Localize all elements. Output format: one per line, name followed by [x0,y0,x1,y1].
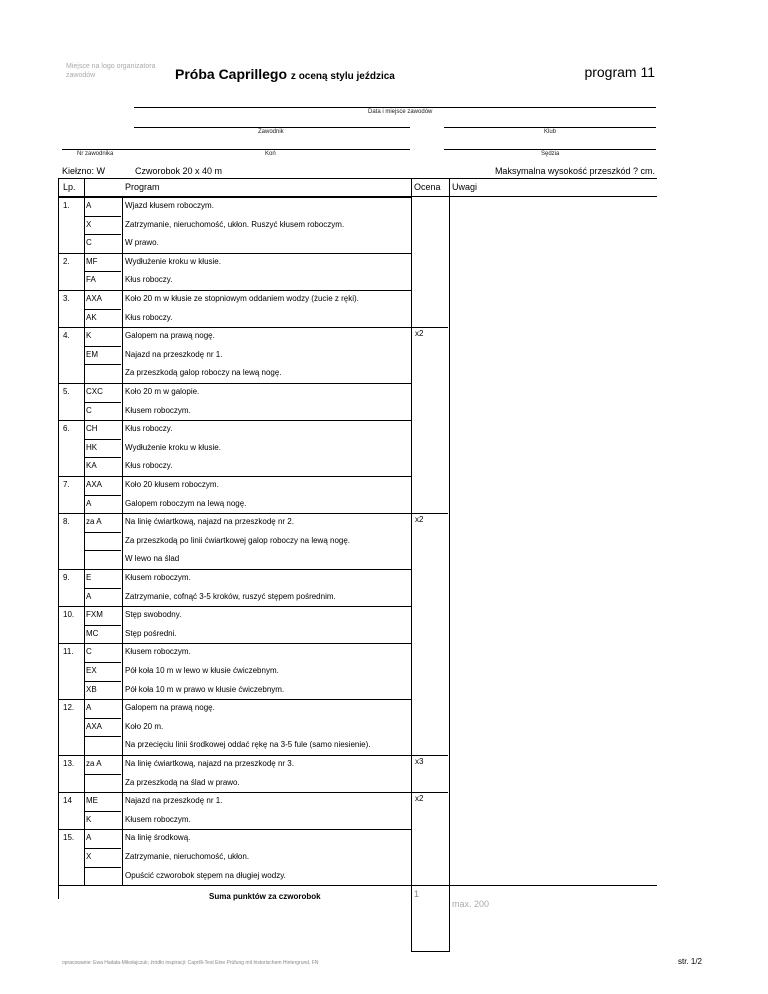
row-code: A [86,833,92,843]
rider-no-caption: Nr zawodnika [77,151,114,157]
group-divider [59,476,411,477]
row-lp: 13. [63,759,75,768]
group-divider [59,606,411,607]
cell-divider [84,513,85,532]
row-text: Stęp swobodny. [125,610,182,620]
row-text: Galopem na prawą nogę. [125,331,215,341]
page-title [175,66,395,82]
cell-divider [122,420,123,439]
cell-divider [122,718,123,737]
cell-divider [84,457,85,476]
cell-divider [84,811,85,830]
ocena-divider [412,755,448,756]
row-code: CH [86,424,98,434]
cell-divider [122,550,123,569]
row-code: X [86,852,92,861]
row-code: A [86,498,92,508]
cell-divider [122,736,123,755]
row-text: Za przeszkodą po linii ćwiartkowej galop roboczy na lewą nogę. [125,535,351,545]
row-text: Na linię ćwiartkową, najazd na przeszkodę nr 2. [125,517,294,527]
row-coef: x2 [415,329,424,339]
row-text: Na przecięciu linii środkowej oddać rękę na 3-5 fule (samo niesienie). [125,740,371,750]
row-divider [85,495,121,496]
cell-divider [84,439,85,458]
cell-divider [84,829,85,848]
row-lp: 6. [63,424,70,434]
cell-divider [122,309,123,328]
group-divider [59,513,411,514]
bit-info: Kiełzno: W [62,166,106,176]
cell-divider [84,681,85,700]
cell-divider [84,327,85,346]
rider-caption: Zawodnik [258,129,284,135]
cell-divider [122,569,123,588]
row-coef: x2 [415,794,424,804]
max-height-info: Maksymalna wysokość przeszkód ? cm. [494,166,655,176]
cell-divider [122,588,123,607]
group-divider [59,643,411,644]
row-code: A [86,201,92,210]
row-divider [85,811,121,812]
row-text: Na linię ćwiartkową, najazd na przeszkodę nr 3. [125,759,294,768]
row-text: Zatrzymanie, cofnąć 3-5 kroków, ruszyć stępem pośrednim. [125,591,336,601]
row-lp: 15. [63,833,75,843]
row-code: AK [86,312,97,322]
row-text: Wydłużenie kroku w kłusie. [125,256,221,266]
row-lp: 3. [63,294,70,303]
row-divider [85,402,121,403]
group-divider [59,755,411,756]
row-code: MC [86,628,99,638]
row-text: Koło 20 kłusem roboczym. [125,480,219,489]
row-lp: 8. [63,517,70,527]
cell-divider [122,811,123,830]
group-divider [59,253,411,254]
sum-value[interactable]: 1 [414,889,420,899]
row-lp: 12. [63,703,75,713]
row-text: Pół koła 10 m w lewo w kłusie ćwiczebnym. [125,666,279,675]
cell-divider [122,216,123,235]
row-code: za A [86,759,102,768]
row-divider [85,439,121,440]
group-divider [59,290,411,291]
row-text: Opuścić czworobok stępem na długiej wodzy. [125,870,286,880]
row-lp: 10. [63,610,75,620]
cell-divider [84,383,85,402]
cell-divider [84,346,85,365]
row-divider [85,364,121,365]
row-code: C [86,647,92,657]
cell-divider [122,829,123,848]
row-lp: 2. [63,256,70,266]
row-code: A [86,591,92,601]
row-text: Koło 20 m. [125,721,164,731]
cell-divider [122,792,123,811]
cell-divider [122,253,123,272]
ocena-column[interactable] [411,179,450,952]
cell-divider [84,197,85,216]
row-code: X [86,219,92,229]
row-divider [85,588,121,589]
judge-caption: Sędzia [541,151,560,157]
cell-divider [122,662,123,681]
row-text: Kłus roboczy. [125,461,173,471]
cell-divider [122,699,123,718]
rider-line[interactable] [134,127,410,128]
row-code: AXA [86,294,103,303]
cell-divider [122,681,123,700]
cell-divider [84,792,85,811]
row-divider [85,550,121,551]
row-text: Najazd na przeszkodę nr 1. [125,349,223,359]
cell-divider [84,495,85,514]
cell-divider [84,699,85,718]
sum-max: max. 200 [452,899,490,909]
row-divider [85,234,121,235]
cell-divider [122,402,123,421]
row-code: C [86,238,92,248]
cell-divider [84,420,85,439]
row-divider [85,718,121,719]
cell-divider [84,569,85,588]
row-divider [85,457,121,458]
cell-divider [122,346,123,365]
group-divider [59,327,411,328]
cell-divider [122,495,123,514]
cell-divider [84,271,85,290]
row-code: ME [86,796,98,806]
arena-info: Czworobok 20 x 40 m [135,166,223,176]
cell-divider [122,532,123,551]
row-divider [85,532,121,533]
group-divider [59,420,411,421]
ocena-divider [412,327,448,328]
col-ocena: Ocena [414,182,441,192]
row-coef: x3 [415,757,424,766]
cell-divider [122,625,123,644]
cell-divider [84,290,85,309]
cell-divider [122,197,123,216]
date-place-caption: Data i miejsce zawodów [368,109,433,115]
row-lp: 4. [63,331,70,341]
title-subtitle: z oceną stylu jeździca [290,71,395,82]
row-code: CXC [86,387,103,396]
row-text: Za przeszkodą na ślad w prawo. [125,777,240,787]
row-divider [85,271,121,272]
cell-divider [122,234,123,253]
row-code: FA [86,275,96,285]
horse-line[interactable] [134,149,410,150]
row-code: C [86,405,92,415]
row-divider [85,625,121,626]
row-lp: 7. [63,480,70,489]
table-bottom [59,885,657,886]
cell-divider [84,476,85,495]
cell-divider [122,476,123,495]
cell-divider [84,625,85,644]
row-code: FXM [86,610,103,620]
cell-divider [84,736,85,755]
row-text: Kłus roboczy. [125,275,173,285]
group-divider [59,383,411,384]
cell-divider [84,532,85,551]
cell-divider [84,662,85,681]
row-lp: 5. [63,387,70,396]
cell-divider [122,774,123,793]
row-code: HK [86,442,98,452]
cell-divider [122,290,123,309]
row-text: Za przeszkodą galop roboczy na lewą nogę. [125,368,282,378]
row-text: W lewo na ślad [125,554,180,564]
title-main: Próba Caprillego [175,66,288,82]
cell-divider [122,327,123,346]
cell-divider [84,643,85,662]
row-divider [85,848,121,849]
row-code: K [86,331,92,341]
col-uwagi: Uwagi [452,182,478,192]
row-code: AXA [86,721,103,731]
cell-divider [84,216,85,235]
row-text: W prawo. [125,238,159,248]
row-code: AXA [86,480,103,489]
col-program: Program [125,182,160,192]
row-text: Galopem na prawą nogę. [125,703,215,713]
cell-divider [122,271,123,290]
row-text: Kłusem roboczym. [125,405,191,415]
cell-divider [84,234,85,253]
row-text: Galopem roboczym na lewą nogę. [125,498,247,508]
cell-divider [84,606,85,625]
row-text: Koło 20 m w kłusie ze stopniowym oddaniem wodzy (żucie z ręki). [125,294,359,303]
row-divider [85,774,121,775]
cell-divider [84,364,85,383]
row-code: K [86,814,92,824]
cell-divider [122,457,123,476]
row-lp: 1. [63,201,70,210]
page-number: str. 1/2 [677,957,702,966]
cell-divider [122,364,123,383]
rider-no-line[interactable] [62,149,134,150]
footer-credit: opracowanie: Ewa Hadała-Mikołajczuk; źródło inspiracji: Caprilli-Test Eine Prüfung mit historischem Hintergrund, FN [62,960,319,966]
program-label: program 11 [584,64,655,80]
row-divider [85,736,121,737]
cell-divider [122,848,123,867]
row-divider [85,216,121,217]
row-text: Wydłużenie kroku w kłusie. [125,442,221,452]
row-divider [85,346,121,347]
logo-placeholder: Miejsce na logo organizatora zawodów [66,63,156,79]
row-text: Wjazd kłusem roboczym. [125,201,214,210]
club-line[interactable] [444,127,656,128]
row-text: Kłusem roboczym. [125,573,191,582]
row-text: Koło 20 m w galopie. [125,387,200,396]
row-lp: 11. [63,647,74,657]
group-divider [59,792,411,793]
cell-divider [122,513,123,532]
cell-divider [84,309,85,328]
row-code: E [86,573,92,582]
cell-divider [122,439,123,458]
row-text: Kłus roboczy. [125,424,173,434]
row-text: Kłusem roboczym. [125,814,191,824]
cell-divider [84,755,85,774]
sum-label: Suma punktów za czworobok [209,892,321,901]
group-divider [59,569,411,570]
row-text: Najazd na przeszkodę nr 1. [125,796,223,806]
group-divider [59,699,411,700]
row-code: A [86,703,92,713]
row-code: XB [86,684,97,694]
row-divider [85,309,121,310]
cell-divider [84,774,85,793]
row-lp: 14 [63,796,72,806]
row-code: EM [86,349,98,359]
ocena-divider [412,513,448,514]
cell-divider [84,402,85,421]
cell-divider [84,867,85,886]
row-divider [85,662,121,663]
group-divider [59,197,411,198]
cell-divider [122,867,123,886]
row-divider [85,867,121,868]
row-text: Na linię środkową. [125,833,191,843]
cell-divider [122,606,123,625]
date-place-line[interactable] [134,107,656,108]
row-code: KA [86,461,97,471]
club-caption: Klub [544,129,557,135]
row-coef: x2 [415,515,424,525]
row-text: Kłus roboczy. [125,312,173,322]
row-text: Kłusem roboczym. [125,647,191,657]
cell-divider [84,848,85,867]
ocena-divider [412,792,448,793]
row-code: za A [86,517,102,527]
scoring-table [58,178,657,909]
col-lp: Lp. [63,182,76,192]
row-code: EX [86,666,97,675]
row-code: MF [86,256,98,266]
row-text: Zatrzymanie, nieruchomość, ukłon. Ruszyć kłusem roboczym. [125,219,345,229]
cell-divider [84,588,85,607]
group-divider [59,829,411,830]
judge-line[interactable] [444,149,656,150]
cell-divider [84,550,85,569]
row-text: Stęp pośredni. [125,628,177,638]
row-text: Pół koła 10 m w prawo w kłusie ćwiczebnym. [125,684,285,694]
row-lp: 9. [63,573,70,582]
horse-caption: Koń [265,151,276,157]
row-divider [85,681,121,682]
cell-divider [84,718,85,737]
cell-divider [122,383,123,402]
row-text: Zatrzymanie, nieruchomość, ukłon. [125,852,250,861]
cell-divider [122,755,123,774]
cell-divider [84,253,85,272]
cell-divider [122,643,123,662]
